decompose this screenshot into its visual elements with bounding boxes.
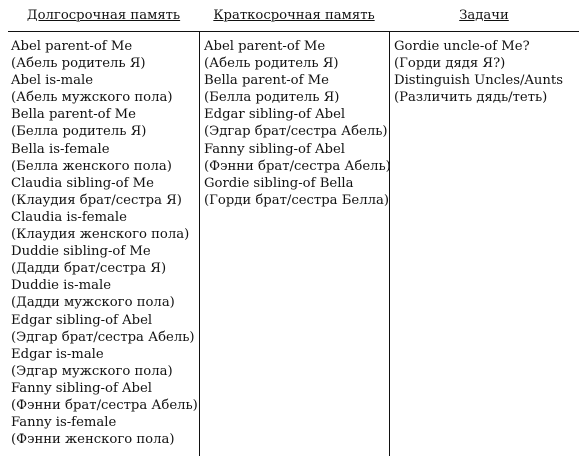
- long-term-memory-line: Claudia is-female: [11, 209, 127, 225]
- short-term-memory-line: (Абель родитель Я): [204, 56, 339, 72]
- short-term-memory-line: (Фэнни брат/сестра Абель): [204, 158, 391, 174]
- long-term-memory-line: Abel is-male: [11, 73, 94, 89]
- short-term-memory-line: Abel parent-of Me: [204, 39, 326, 54]
- long-term-memory-line: Duddie sibling-of Me: [11, 244, 151, 260]
- task-line: (Различить дядь/теть): [394, 90, 548, 106]
- long-term-memory-line: (Фэнни брат/сестра Абель): [11, 397, 198, 413]
- long-term-memory-line: Edgar is-male: [11, 346, 104, 362]
- short-term-memory-line: (Горди брат/сестра Белла): [204, 192, 389, 208]
- long-term-memory-line: (Абель мужского пола): [11, 90, 173, 106]
- long-term-memory-line: (Белла родитель Я): [11, 124, 147, 140]
- memory-table: [8, 4, 579, 456]
- long-term-memory-line: (Белла женского пола): [11, 158, 172, 174]
- short-term-memory-line: Fanny sibling-of Abel: [204, 141, 345, 157]
- task-line: Gordie uncle-of Me?: [394, 39, 530, 54]
- long-term-memory-line: (Дадди мужского пола): [11, 295, 175, 311]
- short-term-memory-line: (Эдгар брат/сестра Абель): [204, 124, 388, 140]
- long-term-memory-column: [8, 32, 199, 456]
- header-short-term-memory: Краткосрочная память: [199, 4, 389, 32]
- long-term-memory-line: (Эдгар мужского пола): [11, 363, 173, 379]
- task-line: (Горди дядя Я?): [394, 56, 506, 72]
- long-term-memory-line: (Клаудия женского пола): [11, 227, 190, 243]
- long-term-memory-line: (Клаудия брат/сестра Я): [11, 192, 182, 208]
- long-term-memory-line: (Дадди брат/сестра Я): [11, 261, 167, 277]
- long-term-memory-line: Fanny sibling-of Abel: [11, 380, 152, 396]
- tasks-column: [389, 32, 579, 456]
- short-term-memory-line: (Белла родитель Я): [204, 90, 340, 106]
- short-term-memory-line: Gordie sibling-of Bella: [204, 175, 354, 191]
- long-term-memory-line: Claudia sibling-of Me: [11, 175, 154, 191]
- header-tasks: Задачи: [389, 4, 579, 32]
- long-term-memory-line: (Эдгар брат/сестра Абель): [11, 329, 195, 345]
- long-term-memory-line: Duddie is-male: [11, 278, 111, 294]
- header-long-term-memory: Долгосрочная память: [8, 4, 199, 32]
- task-line: Distinguish Uncles/Aunts: [394, 73, 563, 89]
- long-term-memory-line: Abel parent-of Me: [11, 39, 133, 54]
- long-term-memory-line: Bella is-female: [11, 141, 110, 157]
- long-term-memory-line: (Абель родитель Я): [11, 56, 146, 72]
- short-term-memory-column: [199, 32, 389, 456]
- long-term-memory-line: Bella parent-of Me: [11, 107, 136, 123]
- long-term-memory-line: (Фэнни женского пола): [11, 432, 175, 448]
- long-term-memory-line: Edgar sibling-of Abel: [11, 312, 153, 328]
- short-term-memory-line: Bella parent-of Me: [204, 73, 329, 89]
- long-term-memory-line: Fanny is-female: [11, 415, 117, 431]
- short-term-memory-line: Edgar sibling-of Abel: [204, 107, 346, 123]
